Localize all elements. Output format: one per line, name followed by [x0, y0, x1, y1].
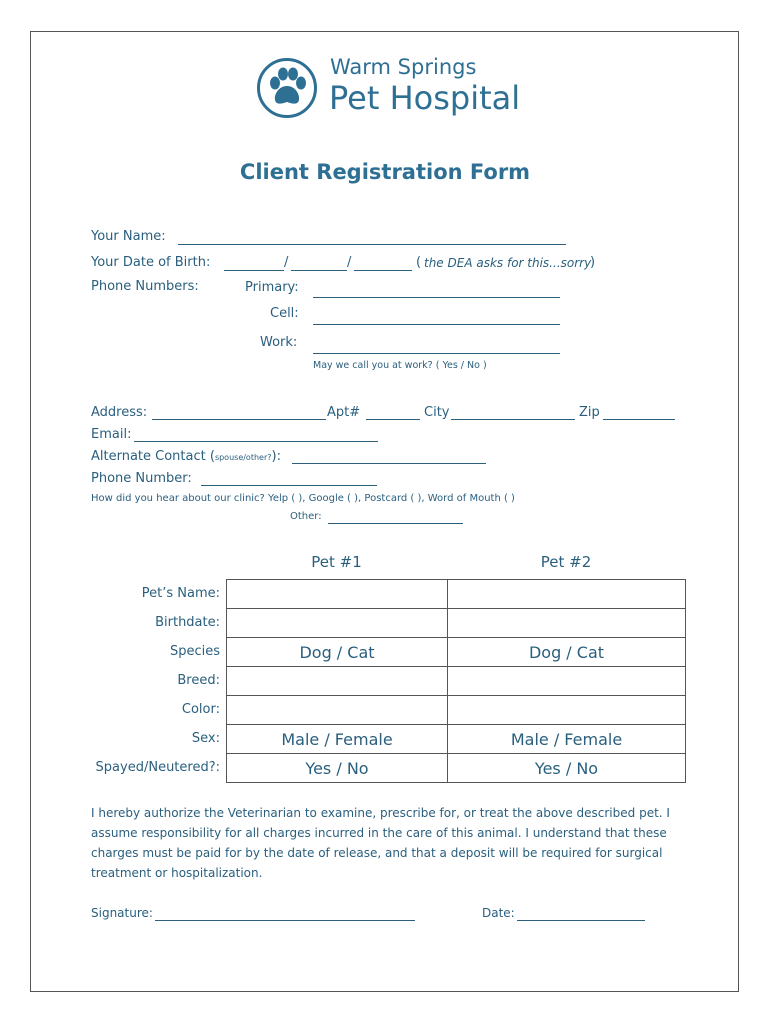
pet1-breed-cell[interactable] [227, 667, 448, 696]
pet1-sex-cell[interactable]: Male / Female [227, 725, 448, 754]
pet1-spayed-cell[interactable]: Yes / No [227, 754, 448, 783]
cell-label: Cell: [270, 306, 299, 321]
authorization-text: I hereby authorize the Veterinarian to examine, prescribe for, or treat the above described pet. I assume responsibility for all charges incurred in the care of this animal. I understand that these charges must be paid for by the date of release, and that a deposit will be required for surgical treatment or hospitalization. [91, 806, 670, 880]
form-title: Client Registration Form [239, 160, 531, 184]
signature-label: Signature: [91, 906, 153, 920]
alt-contact-field[interactable] [292, 463, 486, 464]
name-field[interactable] [178, 244, 566, 245]
apt-field[interactable] [366, 419, 420, 420]
pet-row-labels [80, 579, 220, 782]
pet2-breed-cell[interactable] [448, 667, 686, 696]
date-field[interactable] [517, 920, 645, 921]
dob-sep1: / [284, 255, 289, 270]
dob-note-close: ) [590, 255, 596, 270]
email-label: Email: [91, 427, 132, 442]
zip-field[interactable] [603, 419, 675, 420]
address-field[interactable] [152, 419, 326, 420]
pet-table [226, 579, 686, 783]
dob-month-field[interactable] [224, 270, 284, 271]
alt-phone-field[interactable] [201, 485, 377, 486]
email-field[interactable] [134, 441, 378, 442]
phone-number-label: Phone Number: [91, 471, 192, 486]
city-field[interactable] [451, 419, 575, 420]
hear-about-question: How did you hear about our clinic? Yelp ( ), Google ( ), Postcard ( ), Word of Mouth ( ) [91, 493, 515, 504]
apt-label: Apt# [327, 405, 361, 420]
dob-year-field[interactable] [354, 270, 412, 271]
pet1-birthdate-cell[interactable] [227, 609, 448, 638]
paw-print-icon [257, 58, 317, 118]
name-label: Your Name: [91, 229, 166, 244]
dob-day-field[interactable] [291, 270, 347, 271]
sex-label: Sex: [191, 731, 220, 746]
pet2-spayed-cell[interactable]: Yes / No [448, 754, 686, 783]
breed-label: Breed: [177, 673, 220, 688]
other-label: Other: [290, 511, 322, 522]
city-label: City [424, 405, 450, 420]
work-label: Work: [260, 335, 298, 350]
dob-note-open: ( [416, 255, 422, 270]
other-field[interactable] [328, 523, 463, 524]
pet1-name-cell[interactable] [227, 580, 448, 609]
dob-label: Your Date of Birth: [91, 255, 211, 270]
phone-numbers-label: Phone Numbers: [91, 279, 199, 294]
pet2-species-cell[interactable]: Dog / Cat [448, 638, 686, 667]
birthdate-label: Birthdate: [155, 615, 220, 630]
cell-phone-field[interactable] [313, 324, 560, 325]
pet2-birthdate-cell[interactable] [448, 609, 686, 638]
species-label: Species [169, 644, 220, 659]
date-label: Date: [482, 906, 515, 920]
alt-contact-label: Alternate Contact (spouse/other?): [91, 449, 281, 464]
work-call-question: May we call you at work? ( Yes / No ) [313, 360, 487, 371]
spayed-neutered-label: Spayed/Neutered?: [95, 760, 220, 775]
pet2-color-cell[interactable] [448, 696, 686, 725]
address-label: Address: [91, 405, 148, 420]
pet2-name-cell[interactable] [448, 580, 686, 609]
dob-sep2: / [347, 255, 352, 270]
pet1-species-cell[interactable]: Dog / Cat [227, 638, 448, 667]
color-label: Color: [181, 702, 220, 717]
work-phone-field[interactable] [313, 353, 560, 354]
primary-label: Primary: [245, 280, 299, 295]
zip-label: Zip [579, 405, 600, 420]
primary-phone-field[interactable] [313, 297, 560, 298]
pet-name-label: Pet’s Name: [141, 586, 220, 601]
signature-field[interactable] [155, 920, 415, 921]
pet2-header: Pet #2 [540, 553, 592, 571]
logo-line1: Warm Springs [330, 55, 477, 79]
pet2-sex-cell[interactable]: Male / Female [448, 725, 686, 754]
logo-line2: Pet Hospital [329, 79, 521, 117]
pet1-header: Pet #1 [311, 553, 362, 571]
pet1-color-cell[interactable] [227, 696, 448, 725]
dob-note: the DEA asks for this...sorry [424, 256, 592, 270]
